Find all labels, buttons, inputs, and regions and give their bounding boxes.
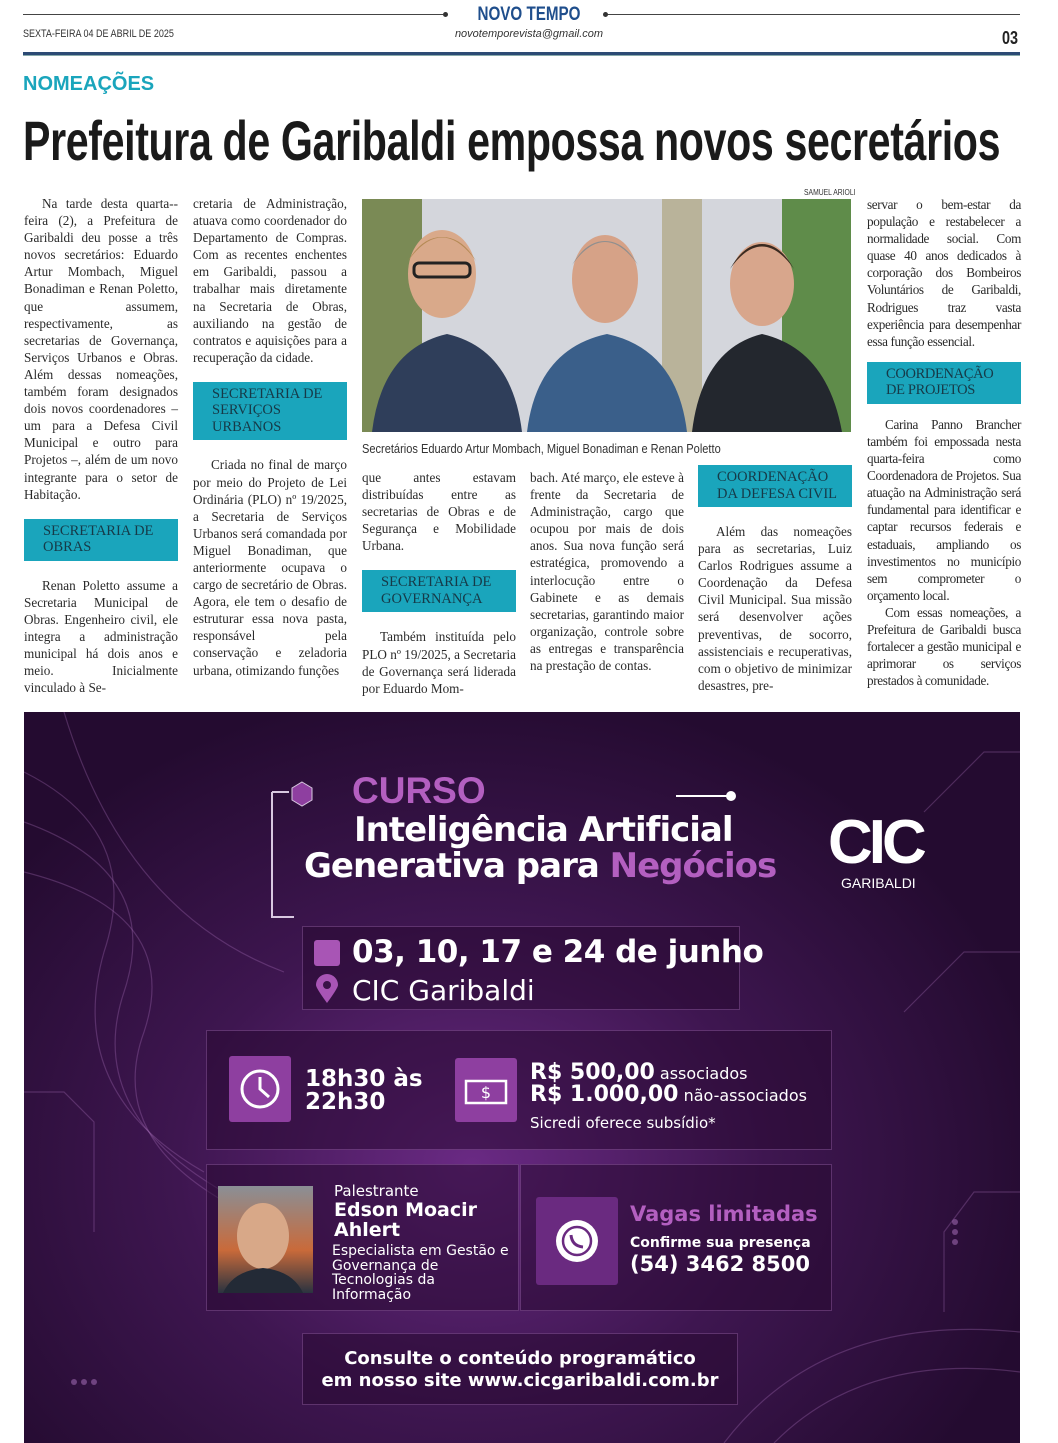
issue-date: SEXTA-FEIRA 04 DE ABRIL DE 2025 xyxy=(23,28,174,40)
price-member-value: R$ 500,00 xyxy=(530,1060,655,1085)
paragraph: Com essas nomeações, a Prefeitura de Garibaldi busca fortalecer a gestão municipal e aprimorar os serviços prestados à comunidade. xyxy=(867,604,1021,689)
article-column-6 xyxy=(867,196,1021,689)
subheading: SECRETARIA DE SERVIÇOS URBANOS xyxy=(193,382,347,441)
photo-credit: SAMUEL ARIOLI xyxy=(804,188,856,197)
limited-spots: Vagas limitadas xyxy=(630,1202,818,1226)
ad-title-line2-highlight: Negócios xyxy=(609,846,777,886)
subheading: SECRETARIA DE OBRAS xyxy=(24,519,178,561)
speaker-surname: Ahlert xyxy=(334,1219,401,1241)
paragraph: Além das nomeações para as secretarias, Luiz Carlos Rodrigues assume a Coordenação da Defesa Civil Municipal. Sua missão será desenvolver ações preventivas, de socorro, assistenciais e recuperativas, com o objetivo de minimizar desastres, pre- xyxy=(698,524,852,693)
confirm-label: Confirme sua presença xyxy=(630,1235,811,1251)
money-icon xyxy=(455,1058,517,1122)
website-cta[interactable] xyxy=(302,1333,738,1405)
svg-text:$: $ xyxy=(480,1083,492,1102)
ad-title-line2-start: Generativa para xyxy=(304,846,610,886)
ad-title-line2 xyxy=(304,846,776,886)
header-rule xyxy=(23,52,1020,56)
cta-line-1: Consulte o conteúdo programático xyxy=(344,1348,696,1369)
whatsapp-icon[interactable] xyxy=(536,1197,618,1285)
cic-logo: CIC xyxy=(828,808,923,877)
contact-email[interactable]: novotemporevista@gmail.com xyxy=(454,28,604,40)
photo-caption: Secretários Eduardo Artur Mombach, Miguel Bonadiman e Renan Poletto xyxy=(362,441,721,456)
paragraph: Carina Panno Brancher também foi empossada nesta quarta-feira como Coordenadora de Projetos. Sua atuação na Administração será fundamental para identificar e captar recursos federais e estaduais, ampliando os investimentos no município sem comprometer o orçamento local. xyxy=(867,416,1021,603)
subheading: SECRETARIA DE GOVERNANÇA xyxy=(362,570,516,612)
paragraph: cretaria de Administração, atuava como coordenador do Departamento de Compras. Com as recentes enchentes em Garibaldi, passou a trabalhar mais diretamente na Secretaria de Obras, auxiliando na gestão de contratos e aquisições para a recuperação da cidade. xyxy=(193,196,347,365)
paragraph: Criada no final de março por meio do Projeto de Lei Ordinária (PLO) nº 19/2025, a Secretaria de Serviços Urbanos será comandada por Miguel Bonadiman, que anteriormente ocupava o cargo de secretário de Obras. Agora, ele tem o desafio de estruturar essa nova pasta, responsável pela conservação e zeladoria urbana, otimizando funções xyxy=(193,457,347,678)
paragraph: Na tarde desta quarta--feira (2), a Prefeitura de Garibaldi deu posse a três novos secretários: Eduardo Artur Mombach, Miguel Bonadiman e Renan Poletto, que assumem, respectivamente, as secretarias de Governança, Serviços Urbanos e Obras. Além dessas nomeações, também foram designados dois novos coordenadores – um para a Defesa Civil Municipal e outro para Projetos –, além de um novo integrante para o setor de Habitação. xyxy=(24,196,178,502)
clock-icon xyxy=(229,1056,291,1122)
ad-title-line1: Inteligência Artificial xyxy=(354,810,733,850)
article-photo xyxy=(362,199,851,432)
speaker-bio: Especialista em Gestão e Governança de Tecnologias da Informação xyxy=(332,1243,509,1303)
contact-phone[interactable]: (54) 3462 8500 xyxy=(630,1252,810,1276)
masthead: NOVO TEMPO xyxy=(477,4,581,25)
paragraph: Também instituída pelo PLO nº 19/2025, a Secretaria de Governança será liderada por Eduardo Mom- xyxy=(362,629,516,696)
course-time-start: 18h30 às xyxy=(305,1066,423,1092)
article-column-5 xyxy=(698,465,852,694)
ad-kicker: CURSO xyxy=(352,770,486,811)
page-number: 03 xyxy=(1002,28,1019,48)
speaker-name xyxy=(334,1200,477,1240)
paragraph: que antes estavam distribuídas entre as secretarias de Obras e de Segurança e Mobilidade Urbana. xyxy=(362,470,516,554)
price-member-label: associados xyxy=(659,1064,748,1083)
article-column-3 xyxy=(362,469,516,697)
speaker-first-names: Edson Moacir xyxy=(334,1199,478,1221)
paragraph: servar o bem-estar da população e restabelecer a normalidade social. Com quase 40 anos dedicados à corporação dos Bombeiros Voluntários de Garibaldi, Rodrigues traz vasta experiência para desempenhar essa função essencial. xyxy=(867,197,1021,349)
section-kicker: NOMEAÇÕES xyxy=(23,73,155,95)
speaker-photo xyxy=(218,1186,313,1293)
headline: Prefeitura de Garibaldi empossa novos secretários xyxy=(23,109,1001,172)
course-location: CIC Garibaldi xyxy=(352,974,535,1007)
course-time xyxy=(305,1068,423,1114)
advertisement[interactable] xyxy=(24,712,1020,1443)
subsidy-note: Sicredi oferece subsídio* xyxy=(530,1114,716,1132)
subheading: COORDENAÇÃO DA DEFESA CIVIL xyxy=(698,465,852,507)
cta-line-2[interactable]: em nosso site www.cicgaribaldi.com.br xyxy=(321,1370,719,1391)
price-nonmember-label: não-associados xyxy=(683,1086,807,1105)
article-column-4 xyxy=(530,469,684,674)
paragraph: bach. Até março, ele esteve à frente da Secretaria de Administração, cargo que ocupou por mais de dois anos. Sua nova função será estratégica, promovendo a interlocução entre o Gabinete e as demais secretarias, garantindo maior organização, controle sobre as entregas e transparência na prestação de contas. xyxy=(530,470,684,674)
article-column-2 xyxy=(193,195,347,679)
calendar-icon xyxy=(314,940,340,966)
course-time-end: 22h30 xyxy=(305,1089,386,1115)
price-nonmember xyxy=(530,1082,807,1107)
location-pin-icon xyxy=(316,974,338,1004)
cic-logo-subtitle: GARIBALDI xyxy=(841,875,916,891)
price-nonmember-value: R$ 1.000,00 xyxy=(530,1082,679,1107)
speaker-label: Palestrante xyxy=(334,1182,419,1200)
paragraph: Renan Poletto assume a Secretaria Municipal de Obras. Engenheiro civil, ele integra a administração municipal há dois anos e meio. Inicialmente vinculado à Se- xyxy=(24,577,178,696)
article-column-1 xyxy=(24,195,178,696)
subheading: COORDENAÇÃO DE PROJETOS xyxy=(867,362,1021,404)
course-dates: 03, 10, 17 e 24 de junho xyxy=(352,934,764,970)
